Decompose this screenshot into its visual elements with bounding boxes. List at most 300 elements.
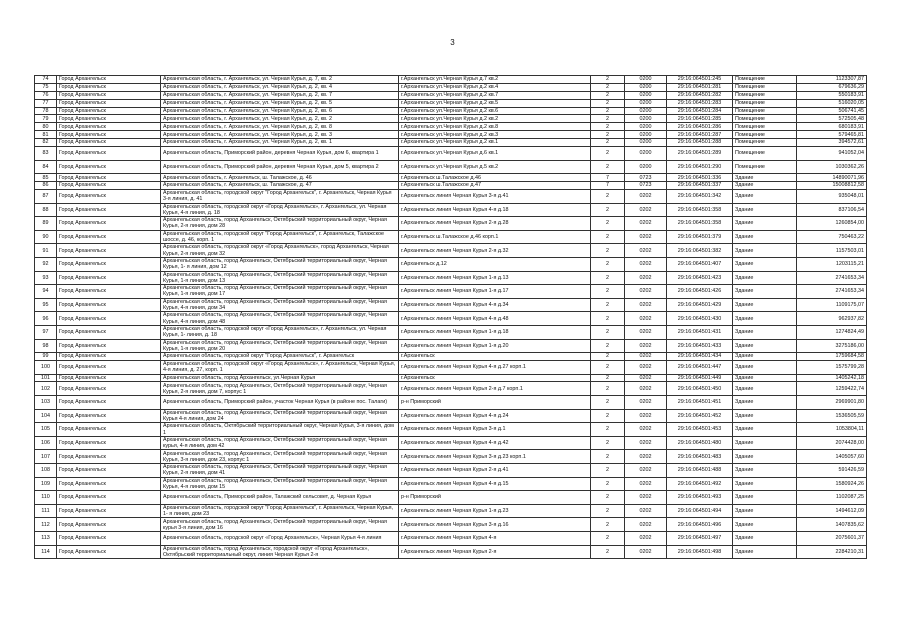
row-number-cell: 108	[35, 464, 57, 478]
table-row	[35, 325, 867, 339]
table-row	[35, 189, 867, 203]
address-cell: Архангельская область, г. Архангельск, ш. Талажское, д. 46	[161, 174, 399, 182]
address-cell: Архангельская область, Октябрьский территориальный округ, Черная Курья, 3-я линия, дом 1	[161, 423, 399, 437]
cadastral-value-cell: 1203115,21	[797, 257, 867, 271]
cadastral-number-cell: 29:16:064501:287	[667, 131, 733, 139]
cadastral-value-cell: 1102087,25	[797, 491, 867, 505]
object-type-cell: Здание	[733, 409, 797, 423]
code-a-cell: 2	[591, 518, 625, 532]
table-row	[35, 123, 867, 131]
row-number-cell: 99	[35, 353, 57, 361]
code-a-cell: 2	[591, 244, 625, 258]
table-row	[35, 76, 867, 84]
code-b-cell: 0202	[625, 339, 667, 353]
cadastral-number-cell: 29:16:064501:433	[667, 339, 733, 353]
municipality-cell: Город Архангельск	[57, 76, 161, 84]
row-number-cell: 78	[35, 107, 57, 115]
cadastral-value-cell: 506741,45	[797, 107, 867, 115]
short-address-cell: г.Архангельск линия Черная Курья 4-я д.48	[399, 312, 591, 326]
short-address-cell: г.Архангельск линия Черная Курья 4-я д.24	[399, 409, 591, 423]
municipality-cell: Город Архангельск	[57, 131, 161, 139]
address-cell: Архангельская область, г. Архангельск, ул. Черная Курья, д. 2, кв. 8	[161, 123, 399, 131]
cadastral-value-cell: 1494612,09	[797, 504, 867, 518]
address-cell: Архангельская область, город Архангельск, городской округ «Город Архангельск», Октябрьский территориальный округ, линия Черная Курья 2-я	[161, 545, 399, 559]
object-type-cell: Помещение	[733, 139, 797, 147]
object-type-cell: Здание	[733, 189, 797, 203]
address-cell: Архангельская область, городской округ "Город Архангельск", г. Архангельск, Черная Курья 3-я линия, д. 41	[161, 189, 399, 203]
code-a-cell: 2	[591, 147, 625, 161]
object-type-cell: Помещение	[733, 160, 797, 174]
address-cell: Архангельская область, городской округ «Город Архангельск», г. Архангельск, ул. Черная Курья, 1- линия, д. 18	[161, 325, 399, 339]
short-address-cell: г.Архангельск ул.Черная Курья д.6 кв.1	[399, 147, 591, 161]
row-number-cell: 79	[35, 115, 57, 123]
object-type-cell: Здание	[733, 257, 797, 271]
municipality-cell: Город Архангельск	[57, 217, 161, 231]
table-row	[35, 312, 867, 326]
object-type-cell: Помещение	[733, 107, 797, 115]
municipality-cell: Город Архангельск	[57, 115, 161, 123]
code-a-cell: 2	[591, 477, 625, 491]
object-type-cell: Помещение	[733, 83, 797, 91]
code-b-cell: 0202	[625, 518, 667, 532]
table-row	[35, 174, 867, 182]
object-type-cell: Помещение	[733, 76, 797, 84]
object-type-cell: Здание	[733, 504, 797, 518]
cadastral-value-cell: 1407835,62	[797, 518, 867, 532]
code-a-cell: 2	[591, 312, 625, 326]
code-a-cell: 7	[591, 174, 625, 182]
code-b-cell: 0202	[625, 504, 667, 518]
table-row	[35, 423, 867, 437]
row-number-cell: 103	[35, 396, 57, 410]
address-cell: Архангельская область, город Архангельск, Октябрьский территориальный округ, Черная Курья, 1-я линия, дом 13	[161, 271, 399, 285]
cadastral-number-cell: 29:16:064501:434	[667, 353, 733, 361]
table-row	[35, 464, 867, 478]
short-address-cell: р-н Приморский	[399, 396, 591, 410]
row-number-cell: 106	[35, 436, 57, 450]
cadastral-number-cell: 29:16:064501:281	[667, 83, 733, 91]
cadastral-number-cell: 29:16:064501:336	[667, 174, 733, 182]
short-address-cell: г.Архангельск линия Черная Курья 4-я д.27 корп.1	[399, 361, 591, 375]
short-address-cell: г.Архангельск линия Черная Курья 2-я д.41	[399, 464, 591, 478]
cadastral-value-cell: 1759684,58	[797, 353, 867, 361]
address-cell: Архангельская область, г. Архангельск, ул. Черная Курья, д. 7, кв. 2	[161, 76, 399, 84]
address-cell: Архангельская область, г. Архангельск, ул. Черная Курья, д. 2, кв. 1	[161, 139, 399, 147]
code-b-cell: 0202	[625, 312, 667, 326]
address-cell: Архангельская область, городской округ «Город Архангельск», Черная Курья 4-я линия	[161, 532, 399, 546]
row-number-cell: 107	[35, 450, 57, 464]
cadastral-number-cell: 29:16:064501:290	[667, 160, 733, 174]
address-cell: Архангельская область, город Архангельск, Октябрьский территориальный округ, Черная Курья, 2-я линия, дом 7, корпус 1	[161, 382, 399, 396]
object-type-cell: Здание	[733, 217, 797, 231]
table-row	[35, 107, 867, 115]
short-address-cell: г.Архангельск линия Черная Курья 4-я д.18	[399, 203, 591, 217]
cadastral-number-cell: 29:16:064501:358	[667, 217, 733, 231]
short-address-cell: г.Архангельск линия Черная Курья 3-я д.1	[399, 423, 591, 437]
cadastral-value-cell: 591426,59	[797, 464, 867, 478]
table-row	[35, 139, 867, 147]
table-row	[35, 504, 867, 518]
cadastral-number-cell: 29:16:064501:488	[667, 464, 733, 478]
code-a-cell: 2	[591, 325, 625, 339]
code-b-cell: 0200	[625, 115, 667, 123]
code-b-cell: 0200	[625, 147, 667, 161]
table-row	[35, 230, 867, 244]
object-type-cell: Помещение	[733, 115, 797, 123]
cadastral-value-cell: 3275186,00	[797, 339, 867, 353]
code-a-cell: 2	[591, 189, 625, 203]
municipality-cell: Город Архангельск	[57, 203, 161, 217]
address-cell: Архангельская область, город Архангельск, Октябрьский территориальный округ, Черная Курья, 3-я линия, дом 23, корпус 1	[161, 450, 399, 464]
code-b-cell: 0202	[625, 257, 667, 271]
row-number-cell: 80	[35, 123, 57, 131]
table-row	[35, 182, 867, 190]
short-address-cell: г.Архангельск линия Черная Курья 3-я д.23 корп.1	[399, 450, 591, 464]
short-address-cell: г.Архангельск ул.Черная Курья д.2 кв.8	[399, 123, 591, 131]
row-number-cell: 88	[35, 203, 57, 217]
object-type-cell: Здание	[733, 312, 797, 326]
municipality-cell: Город Архангельск	[57, 244, 161, 258]
code-b-cell: 0200	[625, 76, 667, 84]
municipality-cell: Город Архангельск	[57, 182, 161, 190]
row-number-cell: 91	[35, 244, 57, 258]
table-row	[35, 298, 867, 312]
code-b-cell: 0202	[625, 271, 667, 285]
code-a-cell: 2	[591, 123, 625, 131]
row-number-cell: 86	[35, 182, 57, 190]
short-address-cell: г.Архангельск линия Черная Курья 1-я д.17	[399, 285, 591, 299]
address-cell: Архангельская область, Приморский район, деревня Черная Курья, дом 6, квартира 1	[161, 147, 399, 161]
row-number-cell: 112	[35, 518, 57, 532]
row-number-cell: 105	[35, 423, 57, 437]
address-cell: Архангельская область, г. Архангельск, ул. Черная Курья, д. 2, кв. 4	[161, 83, 399, 91]
address-cell: Архангельская область, г. Архангельск, ул. Черная Курья, д. 2, кв. 2	[161, 115, 399, 123]
address-cell: Архангельская область, г. Архангельск, ул. Черная Курья, д. 2, кв. 5	[161, 99, 399, 107]
cadastral-number-cell: 29:16:064501:430	[667, 312, 733, 326]
short-address-cell: г.Архангельск линия Черная Курья 1-я д.23	[399, 504, 591, 518]
cadastral-value-cell: 572505,48	[797, 115, 867, 123]
short-address-cell: г.Архангельск ш.Талажское д.46 корп.1	[399, 230, 591, 244]
table-row	[35, 396, 867, 410]
cadastral-value-cell: 1157503,01	[797, 244, 867, 258]
code-b-cell: 0200	[625, 139, 667, 147]
code-a-cell: 2	[591, 382, 625, 396]
address-cell: Архангельская область, город Архангельск, Октябрьский территориальный округ, Черная Курья, 1- я линия, дом 12	[161, 257, 399, 271]
row-number-cell: 101	[35, 374, 57, 382]
municipality-cell: Город Архангельск	[57, 504, 161, 518]
row-number-cell: 114	[35, 545, 57, 559]
municipality-cell: Город Архангельск	[57, 257, 161, 271]
code-b-cell: 0202	[625, 464, 667, 478]
code-b-cell: 0202	[625, 189, 667, 203]
row-number-cell: 75	[35, 83, 57, 91]
cadastral-value-cell: 1259422,74	[797, 382, 867, 396]
municipality-cell: Город Архангельск	[57, 518, 161, 532]
cadastral-number-cell: 29:16:064501:282	[667, 91, 733, 99]
code-a-cell: 2	[591, 139, 625, 147]
code-b-cell: 0202	[625, 423, 667, 437]
object-type-cell: Здание	[733, 339, 797, 353]
short-address-cell: г.Архангельск ул.Черная Курья д.2 кв.3	[399, 131, 591, 139]
cadastral-number-cell: 29:16:064501:283	[667, 99, 733, 107]
cadastral-value-cell: 1123307,87	[797, 76, 867, 84]
code-b-cell: 0723	[625, 174, 667, 182]
object-type-cell: Здание	[733, 396, 797, 410]
cadastral-value-cell: 394572,61	[797, 139, 867, 147]
cadastral-number-cell: 29:16:064501:429	[667, 298, 733, 312]
cadastral-number-cell: 29:16:064501:285	[667, 115, 733, 123]
row-number-cell: 76	[35, 91, 57, 99]
row-number-cell: 102	[35, 382, 57, 396]
cadastral-number-cell: 29:16:064501:358	[667, 203, 733, 217]
address-cell: Архангельская область, городской округ «Город Архангельск», г. Архангельск, Черная Курья, 4-я линия, д. 27, корп. 1	[161, 361, 399, 375]
cadastral-number-cell: 29:16:064501:407	[667, 257, 733, 271]
address-cell: Архангельская область, город Архангельск, Октябрьский территориальный округ, Черная Курья, 4-я линия, дом 48	[161, 312, 399, 326]
municipality-cell: Город Архангельск	[57, 477, 161, 491]
code-a-cell: 2	[591, 423, 625, 437]
short-address-cell: г.Архангельск линия Черная Курья 4-я	[399, 532, 591, 546]
municipality-cell: Город Архангельск	[57, 160, 161, 174]
row-number-cell: 97	[35, 325, 57, 339]
cadastral-value-cell: 1274824,49	[797, 325, 867, 339]
code-b-cell: 0202	[625, 545, 667, 559]
municipality-cell: Город Архангельск	[57, 450, 161, 464]
address-cell: Архангельская область, городской округ «Город Архангельск», город Архангельск, Черная Курья, 2-я линия, дом 32	[161, 244, 399, 258]
code-a-cell: 2	[591, 532, 625, 546]
code-a-cell: 2	[591, 160, 625, 174]
cadastral-value-cell: 1030362,26	[797, 160, 867, 174]
code-a-cell: 2	[591, 91, 625, 99]
code-a-cell: 2	[591, 361, 625, 375]
short-address-cell: г.Архангельск линия Черная Курья 1-я д.20	[399, 339, 591, 353]
short-address-cell: г.Архангельск линия Черная Курья 3-я д.41	[399, 189, 591, 203]
address-cell: Архангельская область, г. Архангельск, ул. Черная Курья, д. 2, кв. 7	[161, 91, 399, 99]
cadastral-number-cell: 29:16:064501:451	[667, 396, 733, 410]
address-cell: Архангельская область, город Архангельск, Октябрьский территориальный округ, Черная Курья, 2-я линия, дом 28	[161, 217, 399, 231]
object-type-cell: Здание	[733, 285, 797, 299]
row-number-cell: 110	[35, 491, 57, 505]
cadastral-value-cell: 1575799,28	[797, 361, 867, 375]
row-number-cell: 81	[35, 131, 57, 139]
short-address-cell: г.Архангельск ул.Черная Курья д.2 кв.4	[399, 83, 591, 91]
short-address-cell: г.Архангельск ул.Черная Курья д.2 кв.2	[399, 115, 591, 123]
row-number-cell: 95	[35, 298, 57, 312]
table-row	[35, 131, 867, 139]
code-a-cell: 2	[591, 230, 625, 244]
cadastral-number-cell: 29:16:064501:379	[667, 230, 733, 244]
municipality-cell: Город Архангельск	[57, 436, 161, 450]
address-cell: Архангельская область, Приморский район, участок Черная Курья (в районе пос. Талаги)	[161, 396, 399, 410]
cadastral-value-cell: 962937,82	[797, 312, 867, 326]
municipality-cell: Город Архангельск	[57, 353, 161, 361]
object-type-cell: Здание	[733, 230, 797, 244]
code-a-cell: 2	[591, 76, 625, 84]
table-row	[35, 115, 867, 123]
table-body	[35, 76, 867, 559]
row-number-cell: 82	[35, 139, 57, 147]
address-cell: Архангельская область, Приморский район, Талажский сельсовет, д. Черная Курья	[161, 491, 399, 505]
address-cell: Архангельская область, г. Архангельск, ш. Талажское, д. 47	[161, 182, 399, 190]
cadastral-value-cell: 579465,81	[797, 131, 867, 139]
code-a-cell: 2	[591, 271, 625, 285]
cadastral-value-cell: 941052,04	[797, 147, 867, 161]
code-b-cell: 0200	[625, 131, 667, 139]
address-cell: Архангельская область, город Архангельск, Октябрьский территориальный округ, Черная курья, 4-я линия, дом 42	[161, 436, 399, 450]
table-row	[35, 160, 867, 174]
table-row	[35, 203, 867, 217]
code-b-cell: 0202	[625, 450, 667, 464]
cadastral-value-cell: 1405242,18	[797, 374, 867, 382]
address-cell: Архангельская область, город Архангельск, Октябрьский территориальный округ, Черная Курья, 4-я линия, дом 15	[161, 477, 399, 491]
row-number-cell: 89	[35, 217, 57, 231]
code-a-cell: 2	[591, 99, 625, 107]
table-row	[35, 147, 867, 161]
address-cell: Архангельская область, город Архангельск, Октябрьский территориальный округ, Черная курья 3-я линия, дом 16	[161, 518, 399, 532]
code-a-cell: 2	[591, 450, 625, 464]
municipality-cell: Город Архангельск	[57, 174, 161, 182]
cadastral-number-cell: 29:16:064501:498	[667, 545, 733, 559]
object-type-cell: Здание	[733, 450, 797, 464]
municipality-cell: Город Архангельск	[57, 532, 161, 546]
object-type-cell: Здание	[733, 518, 797, 532]
code-b-cell: 0202	[625, 325, 667, 339]
table-row	[35, 477, 867, 491]
code-b-cell: 0202	[625, 203, 667, 217]
short-address-cell: г.Архангельск ул.Черная Курья д.7 кв.2	[399, 76, 591, 84]
short-address-cell: г.Архангельск ул.Черная Курья д.2 кв.1	[399, 139, 591, 147]
municipality-cell: Город Архангельск	[57, 374, 161, 382]
code-a-cell: 2	[591, 436, 625, 450]
code-a-cell: 2	[591, 83, 625, 91]
object-type-cell: Помещение	[733, 91, 797, 99]
row-number-cell: 92	[35, 257, 57, 271]
code-a-cell: 2	[591, 285, 625, 299]
cadastral-value-cell: 750463,22	[797, 230, 867, 244]
cadastral-number-cell: 29:16:064501:494	[667, 504, 733, 518]
municipality-cell: Город Архангельск	[57, 382, 161, 396]
row-number-cell: 98	[35, 339, 57, 353]
object-type-cell: Здание	[733, 361, 797, 375]
municipality-cell: Город Архангельск	[57, 491, 161, 505]
object-type-cell: Помещение	[733, 99, 797, 107]
table-row	[35, 83, 867, 91]
municipality-cell: Город Архангельск	[57, 423, 161, 437]
short-address-cell: г.Архангельск ул.Черная Курья д.2 кв.5	[399, 99, 591, 107]
cadastral-value-cell: 2741653,34	[797, 271, 867, 285]
municipality-cell: Город Архангельск	[57, 123, 161, 131]
cadastral-number-cell: 29:16:064501:284	[667, 107, 733, 115]
table-row	[35, 99, 867, 107]
table-row	[35, 361, 867, 375]
cadastral-value-cell: 2969901,80	[797, 396, 867, 410]
row-number-cell: 96	[35, 312, 57, 326]
address-cell: Архангельская область, город Архангельск, Октябрьский территориальный округ, Черная Курья, 2-я линия, дом 41	[161, 464, 399, 478]
address-cell: Архангельская область, г. Архангельск, ул. Черная Курья, д. 2, кв. 3	[161, 131, 399, 139]
municipality-cell: Город Архангельск	[57, 339, 161, 353]
page-number: 3	[450, 38, 455, 47]
cadastral-number-cell: 29:16:064501:480	[667, 436, 733, 450]
municipality-cell: Город Архангельск	[57, 298, 161, 312]
cadastral-number-cell: 29:16:064501:431	[667, 325, 733, 339]
table-row	[35, 374, 867, 382]
table-row	[35, 409, 867, 423]
table-row	[35, 382, 867, 396]
address-cell: Архангельская область, город Архангельск, Октябрьский территориальный округ, Черная Курья 4-я линия, дом 24	[161, 409, 399, 423]
cadastral-number-cell: 29:16:064501:426	[667, 285, 733, 299]
row-number-cell: 113	[35, 532, 57, 546]
cadastral-value-cell: 1405057,60	[797, 450, 867, 464]
row-number-cell: 90	[35, 230, 57, 244]
code-a-cell: 2	[591, 115, 625, 123]
code-a-cell: 2	[591, 217, 625, 231]
object-type-cell: Здание	[733, 464, 797, 478]
code-b-cell: 0200	[625, 160, 667, 174]
code-b-cell: 0202	[625, 217, 667, 231]
short-address-cell: г.Архангельск линия Черная Курья 1-я д.18	[399, 325, 591, 339]
code-a-cell: 2	[591, 396, 625, 410]
code-a-cell: 2	[591, 107, 625, 115]
short-address-cell: г.Архангельск ш.Талажское д.46	[399, 174, 591, 182]
row-number-cell: 87	[35, 189, 57, 203]
code-b-cell: 0202	[625, 477, 667, 491]
address-cell: Архангельская область, городской округ "Город Архангельск", г. Архангельск	[161, 353, 399, 361]
cadastral-number-cell: 29:16:064501:382	[667, 244, 733, 258]
address-cell: Архангельская область, городской округ "Город Архангельск", г. Архангельск, Талажское шоссе, д. 46, корп. 1	[161, 230, 399, 244]
municipality-cell: Город Архангельск	[57, 139, 161, 147]
cadastral-number-cell: 29:16:064501:449	[667, 374, 733, 382]
object-type-cell: Здание	[733, 491, 797, 505]
table-row	[35, 532, 867, 546]
cadastral-number-cell: 29:16:064501:288	[667, 139, 733, 147]
object-type-cell: Здание	[733, 545, 797, 559]
short-address-cell: г.Архангельск линия Черная Курья 4-я д.34	[399, 298, 591, 312]
code-b-cell: 0200	[625, 83, 667, 91]
cadastral-value-cell: 550183,91	[797, 91, 867, 99]
cadastral-number-cell: 29:16:064501:342	[667, 189, 733, 203]
object-type-cell: Здание	[733, 244, 797, 258]
code-b-cell: 0202	[625, 374, 667, 382]
municipality-cell: Город Архангельск	[57, 325, 161, 339]
code-b-cell: 0202	[625, 382, 667, 396]
address-cell: Архангельская область, городской округ «Город Архангельск», г. Архангельск, ул. Черная Курья, 4-я линия, д. 18	[161, 203, 399, 217]
object-type-cell: Здание	[733, 203, 797, 217]
code-a-cell: 2	[591, 409, 625, 423]
cadastral-number-cell: 29:16:064501:493	[667, 491, 733, 505]
row-number-cell: 84	[35, 160, 57, 174]
municipality-cell: Город Архангельск	[57, 285, 161, 299]
object-type-cell: Здание	[733, 174, 797, 182]
code-a-cell: 2	[591, 504, 625, 518]
code-b-cell: 0202	[625, 361, 667, 375]
code-a-cell: 2	[591, 545, 625, 559]
short-address-cell: р-н Приморский	[399, 491, 591, 505]
short-address-cell: г.Архангельск линия Черная Курья 4-я д.42	[399, 436, 591, 450]
code-a-cell: 2	[591, 339, 625, 353]
cadastral-number-cell: 29:16:064501:497	[667, 532, 733, 546]
object-type-cell: Здание	[733, 374, 797, 382]
table-row	[35, 91, 867, 99]
code-a-cell: 2	[591, 203, 625, 217]
municipality-cell: Город Архангельск	[57, 83, 161, 91]
cadastral-value-cell: 1260854,00	[797, 217, 867, 231]
municipality-cell: Город Архангельск	[57, 361, 161, 375]
cadastral-value-cell: 15008812,58	[797, 182, 867, 190]
short-address-cell: г.Архангельск линия Черная Курья 2-я	[399, 545, 591, 559]
code-b-cell: 0202	[625, 491, 667, 505]
cadastral-number-cell: 29:16:064501:289	[667, 147, 733, 161]
code-b-cell: 0200	[625, 91, 667, 99]
row-number-cell: 85	[35, 174, 57, 182]
